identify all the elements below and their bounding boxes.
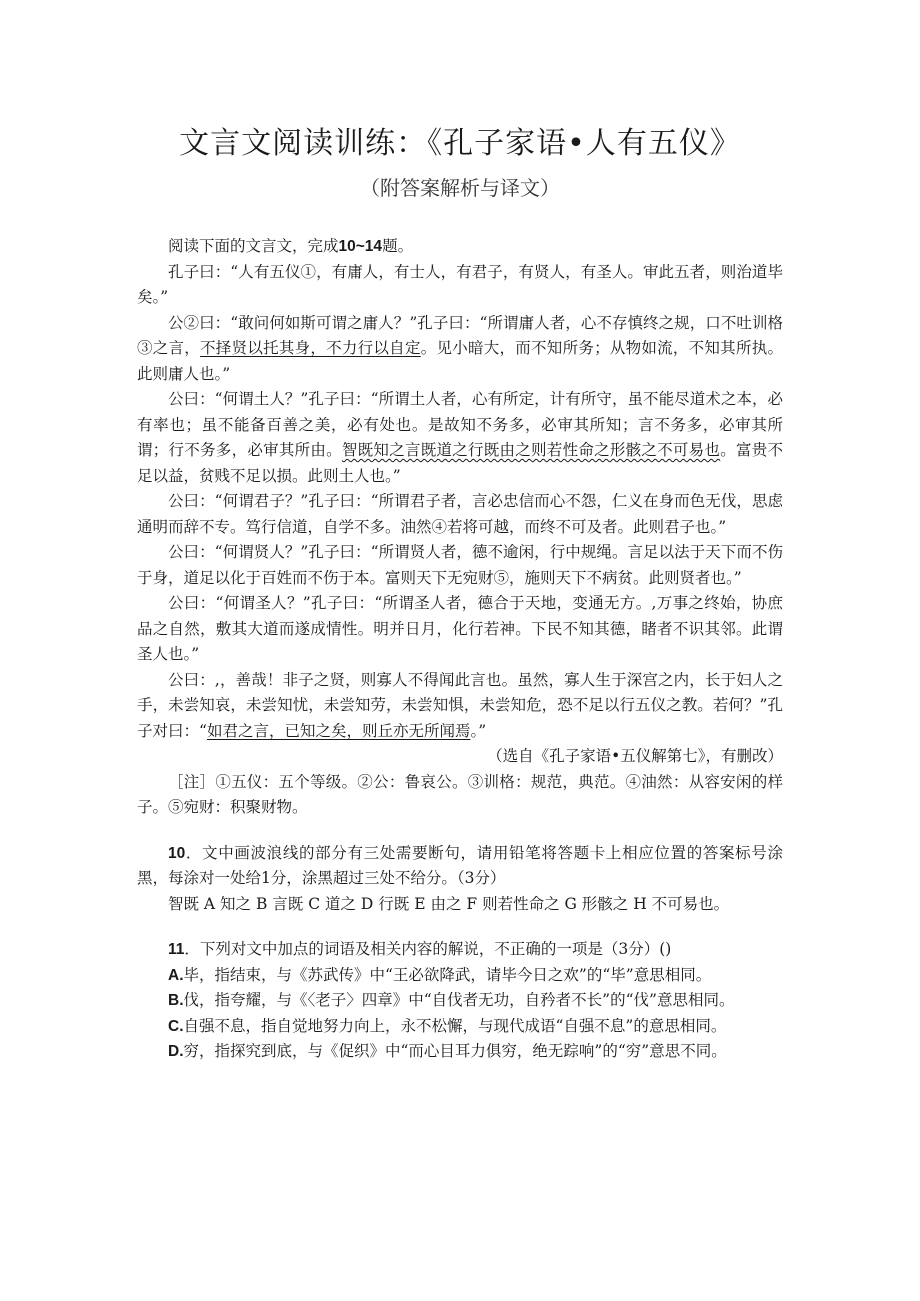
option-text: 伐，指夸耀，与《〈老子〉四章》中“自伐者无功，自矜者不长”的“伐”意思相同。 [183,991,735,1009]
question-11-number: 11 [168,941,185,958]
paragraph-3 [137,387,783,489]
intro-prefix: 阅读下面的文言文，完成 [168,237,339,255]
option-text: 毕，指结束，与《苏武传》中“王必欲降武，请毕今日之欢”的“毕”意思相同。 [183,965,712,984]
intro-range: 10~14 [338,238,383,255]
paragraph-5: 公曰：“何谓贤人？”孔子曰：“所谓贤人者，德不逾闲，行中规绳。言足以法于天下而不伤于身，道足以化于百姓而不伤于本。富则天下无宛财⑤，施则天下不病贫。此则贤者也。” [137,543,783,587]
paragraph-1: 孔子曰：“人有五仪①，有庸人，有士人，有君子，有贤人，有圣人。审此五者，则治道毕矣。” [137,262,783,306]
source-citation: （选自《孔子家语•五仪解第七》，有删改） [487,747,783,765]
option-text: 自强不息，指自觉地努力向上，永不松懈，与现代成语“自强不息”的意思相同。 [183,1016,727,1035]
passage-body [137,234,783,1065]
question-11-option-b [137,988,783,1014]
p2-underlined-sentence: 不择贤以托其身，不力行以自定 [200,339,421,357]
page-title: 文言文阅读训练：《孔子家语•人有五仪》 [179,126,741,161]
annotation-notes: ［注］①五仪：五个等级。②公：鲁哀公。③训格：规范，典范。④油然：从容安闲的样子。⑤宛财：积聚财物。 [137,772,783,816]
intro-line [137,234,783,260]
p3-text-b: 。富贵不足以益，贫贱不足以损。此则土人也。” [137,441,783,485]
question-10-answer-line: 智既 A 知之 B 言既 C 道之 D 行既 E 由之 F 则若性命之 G 形骸之 H 不可易也。 [168,894,730,913]
p3-wavy-underlined-sentence: 智既知之言既道之行既由之则若性命之形骸之不可易也 [341,441,721,459]
paragraph-7 [137,668,783,745]
paragraph-2 [137,311,783,388]
p2-text-a: 公②曰：“敢问何如斯可谓之庸人？”孔子曰：“所谓庸人者，心不存慎终之规，口不吐训格③之言， [137,313,783,357]
option-text: 穷，指探究到底，与《促织》中“而心目耳力俱穷，绝无踪响”的“穷”意思不同。 [183,1042,727,1060]
question-11-option-d [137,1039,783,1065]
p7-text-a: 公曰：,，善哉！非子之贤，则寡人不得闻此言也。虽然，寡人生于深宫之内，长于妇人之手，未尝知哀，未尝知忧，未尝知劳，未尝知惧，未尝知危，恐不足以行五仪之教。若何？”孔子对曰：“ [137,670,783,740]
question-10 [137,841,783,892]
page-subtitle: （附答案解析与译文） [360,176,560,200]
question-11 [137,937,783,963]
intro-suffix: 题。 [382,237,414,255]
question-11-option-c [137,1014,783,1040]
p7-underlined-sentence: 如君之言，已知之矣，则丘亦无所闻焉 [206,721,471,740]
option-key: A. [168,966,184,984]
option-key: B. [168,992,184,1009]
p3-text-a: 公曰：“何谓土人？”孔子曰：“所谓土人者，心有所定，计有所守，虽不能尽道术之本，必有率也；虽不能备百善之美，必有处也。是故知不务多，必审其所知；言不务多，必审其所谓；行不务多，必审其所由。 [137,390,783,459]
p7-text-b: 。” [470,721,487,740]
paragraph-4: 公曰：“何谓君子？”孔子曰：“所谓君子者，言必忠信而心不怨，仁义在身而色无伐，思虑通明而辞不专。笃行信道，自学不多。油然④若将可越，而终不可及者。此则君子也。” [137,492,783,536]
question-11-option-a [137,963,783,989]
question-10-number: 10 [168,844,186,862]
question-11-text: ．下列对文中加点的词语及相关内容的解说，不正确的一项是（3分）() [184,940,672,958]
question-10-text: ．文中画波浪线的部分有三处需要断句，请用铅笔将答题卡上相应位置的答案标号涂黑，每涂对一处给1分，涂黑超过三处不给分。（3分） [137,843,783,887]
option-key: C. [168,1017,184,1035]
p2-text-b: 。见小暗大，而不知所务；从物如流，不知其所执。此则庸人也。” [137,339,783,383]
paragraph-6: 公曰：“何谓圣人？”孔子曰：“所谓圣人者，德合于天地，变通无方。,万事之终始，协庶品之自然，敷其大道而遂成情性。明并日月，化行若神。下民不知其德，睹者不识其邻。此谓圣人也。” [137,594,783,663]
option-key: D. [168,1043,184,1060]
